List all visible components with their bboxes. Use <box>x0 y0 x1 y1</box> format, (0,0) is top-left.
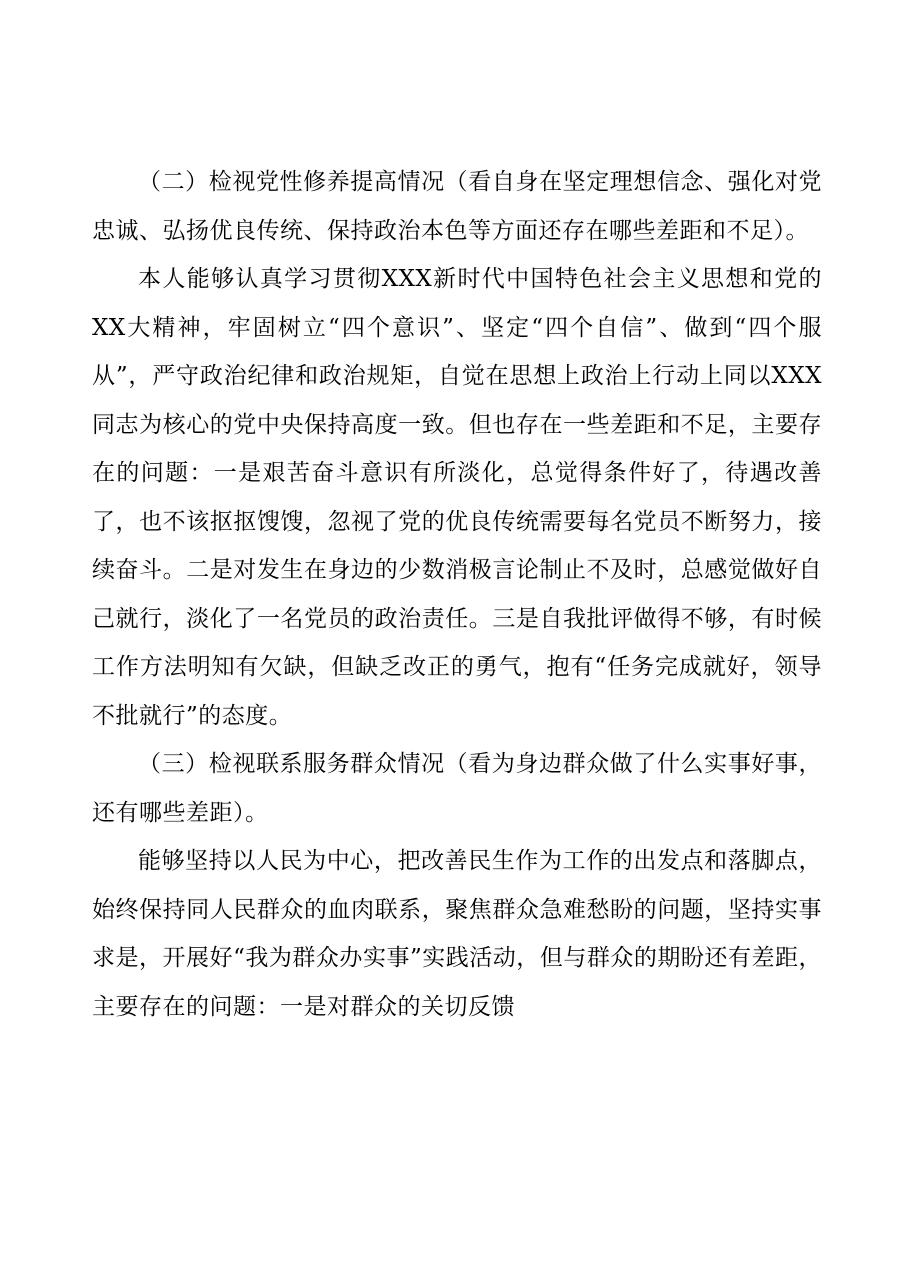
section-2-heading: （二）检视党性修养提高情况（看自身在坚定理想信念、强化对党忠诚、弘扬优良传统、保持政治本色等方面还存在哪些差距和不足）。 <box>92 169 822 244</box>
section-2-body: 本人能够认真学习贯彻XXX新时代中国特色社会主义思想和党的XX大精神，牢固树立“四个意识”、坚定“四个自信”、做到“四个服从”，严守政治纪律和政治规矩，自觉在思想上政治上行动上同以XXX同志为核心的党中央保持高度一致。但也存在一些差距和不足，主要存在的问题：一是艰苦奋斗意识有所淡化，总觉得条件好了，待遇改善了，也不该抠抠馊馊，忽视了党的优良传统需要每名党员不断努力，接续奋斗。二是对发生在身边的少数消极言论制止不及时，总感觉做好自己就行，淡化了一名党员的政治责任。三是自我批评做得不够，有时候工作方法明知有欠缺，但缺乏改正的勇气，抱有“任务完成就好，领导不批就行”的态度。 <box>92 266 822 729</box>
document-body <box>92 158 822 1031</box>
section-3-heading: （三）检视联系服务群众情况（看为身边群众做了什么实事好事，还有哪些差距）。 <box>92 751 822 826</box>
section-3-body: 能够坚持以人民为中心，把改善民生作为工作的出发点和落脚点，始终保持同人民群众的血肉联系，聚焦群众急难愁盼的问题，坚持实事求是，开展好“我为群众办实事”实践活动，但与群众的期盼还有差距，主要存在的问题：一是对群众的关切反馈 <box>92 848 822 1020</box>
